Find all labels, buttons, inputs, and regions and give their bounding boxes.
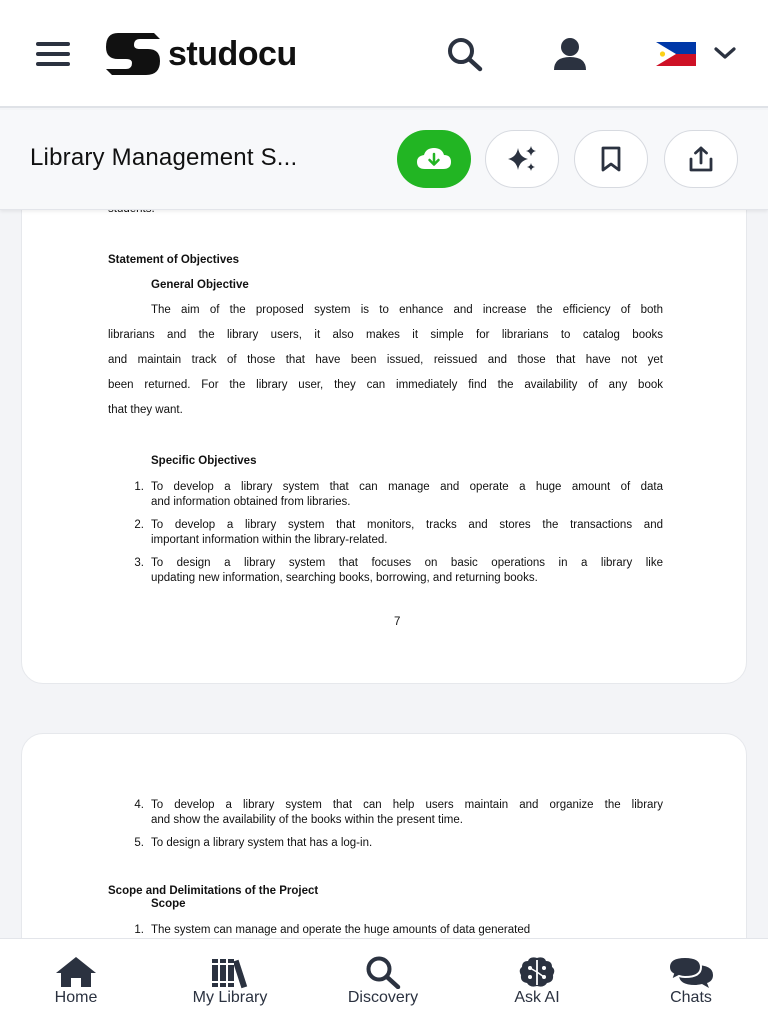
list-text-line: The system can manage and operate the huge amounts of data generated <box>151 924 531 936</box>
list-text-line: To develop a library system that monitors, tracks and stores the transactions and <box>151 519 663 531</box>
nav-my-library[interactable] <box>165 939 295 1024</box>
nav-ask-ai[interactable] <box>472 939 602 1024</box>
paragraph-line: The aim of the proposed system is to enhance and increase the efficiency of both <box>151 304 663 316</box>
nav-label: Ask AI <box>514 989 560 1006</box>
list-number: 1. <box>134 924 144 936</box>
nav-label: My Library <box>192 989 268 1006</box>
search-icon[interactable] <box>444 36 486 72</box>
list-text-line: and show the availability of the books within the present time. <box>151 813 463 826</box>
cloud-download-icon <box>415 145 453 173</box>
studocu-logo-icon <box>104 31 162 77</box>
bookmark-icon <box>598 145 624 173</box>
paragraph-line: been returned. For the library user, they can immediately find the availability of any book <box>108 379 663 391</box>
ai-assist-button[interactable] <box>485 130 559 188</box>
user-account-icon[interactable] <box>550 36 590 72</box>
list-number: 1. <box>134 481 144 493</box>
chat-icon <box>667 955 715 989</box>
list-text-line: updating new information, searching books, borrowing, and returning books. <box>151 571 538 584</box>
nav-home[interactable] <box>11 939 141 1024</box>
document-title: Library Management S... <box>30 144 298 171</box>
page-number: 7 <box>394 616 401 628</box>
document-page <box>21 160 747 684</box>
subsection-heading: Scope <box>151 898 186 910</box>
nav-label: Home <box>54 989 98 1006</box>
list-number: 5. <box>134 837 144 849</box>
nav-chats[interactable] <box>626 939 756 1024</box>
sparkles-icon <box>505 144 539 174</box>
philippines-flag-icon[interactable] <box>656 42 696 66</box>
paragraph-line: librarians and the library users, it also makes it simple for librarians to catalog books <box>108 329 663 341</box>
list-text-line: and information obtained from libraries. <box>151 495 351 508</box>
list-number: 3. <box>134 557 144 569</box>
list-text-line: To develop a library system that can help users maintain and organize the library <box>151 799 663 811</box>
document-toolbar <box>0 110 768 210</box>
nav-label: Chats <box>670 989 712 1006</box>
subsection-heading: General Objective <box>151 279 249 291</box>
paragraph-line: that they want. <box>108 404 183 416</box>
menu-icon[interactable] <box>36 42 70 66</box>
section-heading: Scope and Delimitations of the Project <box>108 885 319 897</box>
download-button[interactable] <box>397 130 471 188</box>
share-icon <box>687 145 715 173</box>
subsection-heading: Specific Objectives <box>151 455 257 467</box>
list-text-line: To design a library system that has a log-in. <box>151 837 373 849</box>
paragraph-line: and maintain track of those that have been issued, reissued and those that have not yet <box>108 354 663 366</box>
top-app-bar <box>0 0 768 108</box>
library-icon <box>210 955 250 989</box>
chevron-down-icon[interactable] <box>712 44 738 62</box>
section-heading: Statement of Objectives <box>108 254 240 266</box>
home-icon <box>54 955 98 989</box>
list-text-line: important information within the library-related. <box>151 533 388 546</box>
list-text-line: To develop a library system that can manage and operate a huge amount of data <box>151 481 663 493</box>
bookmark-button[interactable] <box>574 130 648 188</box>
list-text-line: To design a library system that focuses on basic operations in a library like <box>151 557 663 569</box>
bottom-navigation <box>0 938 768 1024</box>
nav-discovery[interactable] <box>318 939 448 1024</box>
list-number: 2. <box>134 519 144 531</box>
search-icon <box>363 955 403 989</box>
list-number: 4. <box>134 799 144 811</box>
share-button[interactable] <box>664 130 738 188</box>
studocu-logo[interactable] <box>104 30 297 78</box>
brain-icon <box>517 955 557 989</box>
brand-name: studocu <box>168 34 297 73</box>
nav-label: Discovery <box>347 989 419 1006</box>
